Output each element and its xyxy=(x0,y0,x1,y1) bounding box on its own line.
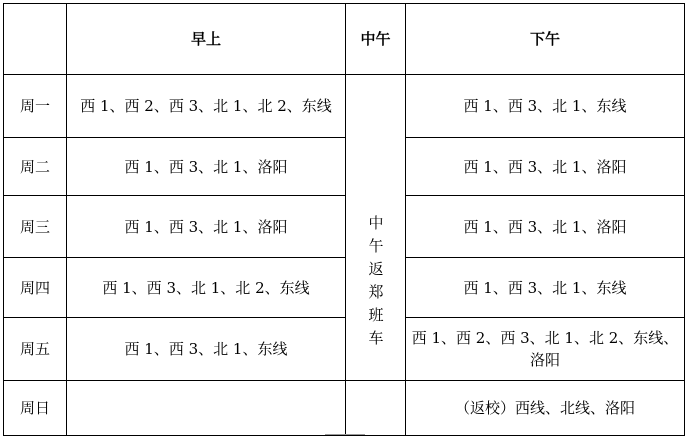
day-label: 周五 xyxy=(4,318,67,381)
day-label: 周四 xyxy=(4,258,67,318)
morning-routes: 西 1、西 2、西 3、北 1、北 2、东线 xyxy=(67,75,346,138)
day-label: 周一 xyxy=(4,75,67,138)
afternoon-routes: （返校）西线、北线、洛阳 xyxy=(406,381,685,436)
page-edge-line xyxy=(325,434,365,436)
day-label: 周二 xyxy=(4,138,67,196)
morning-routes: 西 1、西 3、北 1、洛阳 xyxy=(67,196,346,258)
noon-route-text: 中午返郑班车 xyxy=(366,215,385,353)
morning-routes: 西 1、西 3、北 1、洛阳 xyxy=(67,138,346,196)
table-row xyxy=(4,318,685,381)
morning-routes xyxy=(67,381,346,436)
afternoon-routes: 西 1、西 3、北 1、洛阳 xyxy=(406,138,685,196)
afternoon-routes: 西 1、西 3、北 1、洛阳 xyxy=(406,196,685,258)
morning-routes: 西 1、西 3、北 1、北 2、东线 xyxy=(67,258,346,318)
table-row xyxy=(4,258,685,318)
afternoon-header: 下午 xyxy=(406,4,685,75)
table-row xyxy=(4,196,685,258)
table-row xyxy=(4,381,685,436)
day-label: 周日 xyxy=(4,381,67,436)
noon-routes xyxy=(346,381,406,436)
day-label: 周三 xyxy=(4,196,67,258)
corner-cell xyxy=(4,4,67,75)
header-row xyxy=(4,4,685,75)
noon-cell xyxy=(346,75,406,381)
bus-schedule-table xyxy=(3,3,685,436)
morning-routes: 西 1、西 3、北 1、东线 xyxy=(67,318,346,381)
afternoon-routes: 西 1、西 3、北 1、东线 xyxy=(406,75,685,138)
table-row xyxy=(4,75,685,138)
afternoon-routes: 西 1、西 3、北 1、东线 xyxy=(406,258,685,318)
morning-header: 早上 xyxy=(67,4,346,75)
noon-header: 中午 xyxy=(346,4,406,75)
table-row xyxy=(4,138,685,196)
afternoon-routes: 西 1、西 2、西 3、北 1、北 2、东线、洛阳 xyxy=(406,318,685,381)
